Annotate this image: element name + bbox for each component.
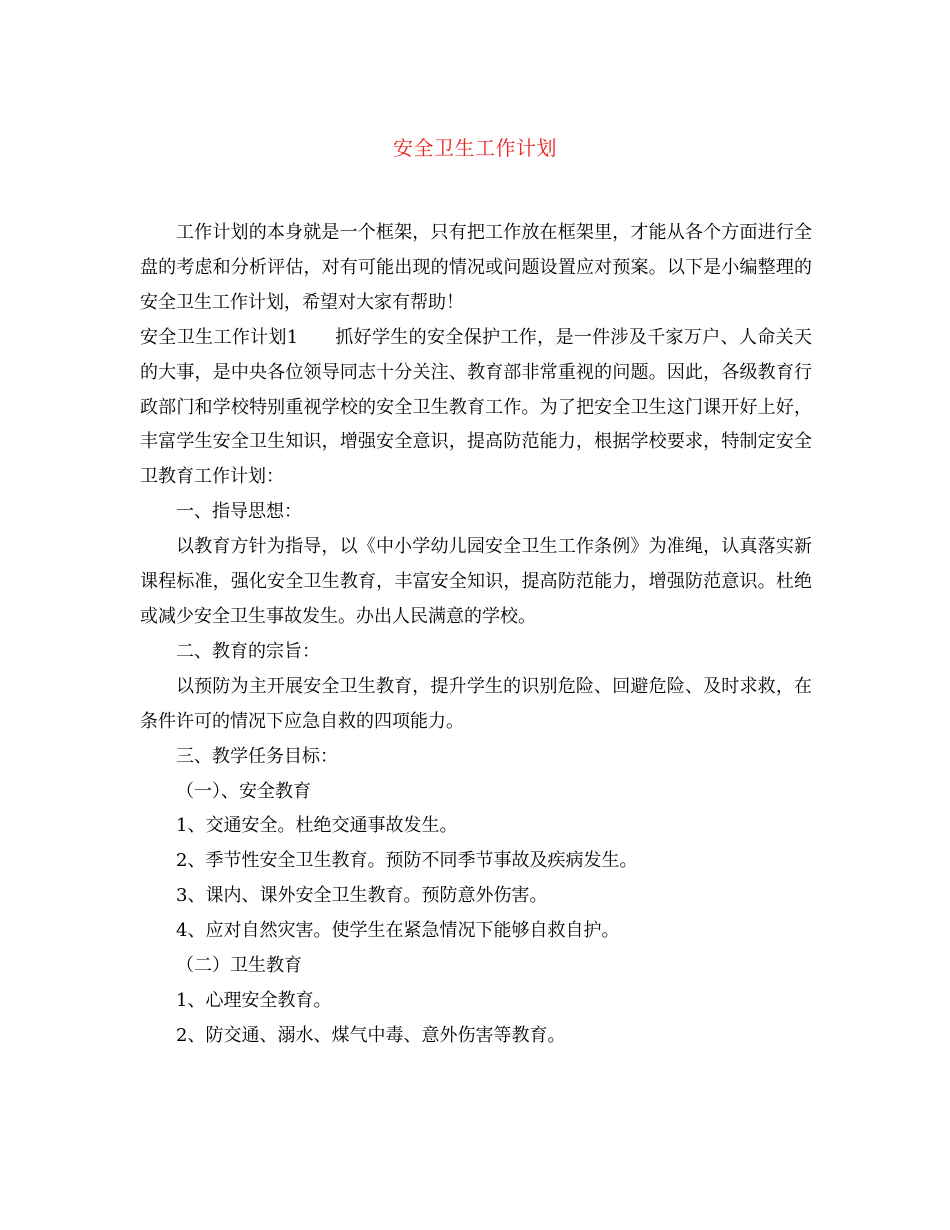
- list-item: 2、防交通、溺水、煤气中毒、意外伤害等教育。: [176, 1024, 566, 1046]
- section-heading-teaching-goals: 三、教学任务目标：: [176, 745, 338, 767]
- subsection-heading-safety-education: （一）、安全教育: [176, 780, 311, 802]
- section-heading-education-purpose: 二、教育的宗旨：: [176, 640, 320, 662]
- guiding-ideology-paragraph: 以教育方针为指导，以《中小学幼儿园安全卫生工作条例》为准绳，认真落实新课程标准，强化安全卫生教育，丰富安全知识，提高防范能力，增强防范意识。杜绝或减少安全卫生事故发生。办出人民满意的学校。: [140, 536, 812, 627]
- list-item: 2、季节性安全卫生教育。预防不同季节事故及疾病发生。: [176, 850, 638, 872]
- education-purpose-paragraph: 以预防为主开展安全卫生教育，提升学生的识别危险、回避危险、及时求救，在条件许可的情况下应急自救的四项能力。: [140, 675, 812, 732]
- list-item: 1、心理安全教育。: [176, 989, 332, 1011]
- list-item: 1、交通安全。杜绝交通事故发生。: [176, 815, 458, 837]
- list-item: 3、课内、课外安全卫生教育。预防意外伤害。: [176, 885, 548, 907]
- plan-1-paragraph: 安全卫生工作计划1 抓好学生的安全保护工作，是一件涉及千家万户、人命关天的大事，是中央各位领导同志十分关注、教育部非常重视的问题。因此，各级教育行政部门和学校特别重视学校的安全卫生教育工作。为了把安全卫生这门课开好上好，丰富学生安全卫生知识，增强安全意识，提高防范能力，根据学校要求，特制定安全卫教育工作计划：: [140, 326, 812, 488]
- document-body: [140, 216, 812, 1054]
- intro-paragraph: 工作计划的本身就是一个框架，只有把工作放在框架里，才能从各个方面进行全盘的考虑和分析评估，对有可能出现的情况或问题设置应对预案。以下是小编整理的安全卫生工作计划，希望对大家有帮助！: [140, 222, 812, 313]
- list-item: 4、应对自然灾害。使学生在紧急情况下能够自救自护。: [176, 920, 620, 942]
- subsection-heading-health-education: （二）卫生教育: [176, 955, 302, 977]
- document-title: 安全卫生工作计划: [393, 136, 557, 160]
- section-heading-guiding-ideology: 一、指导思想：: [176, 501, 302, 523]
